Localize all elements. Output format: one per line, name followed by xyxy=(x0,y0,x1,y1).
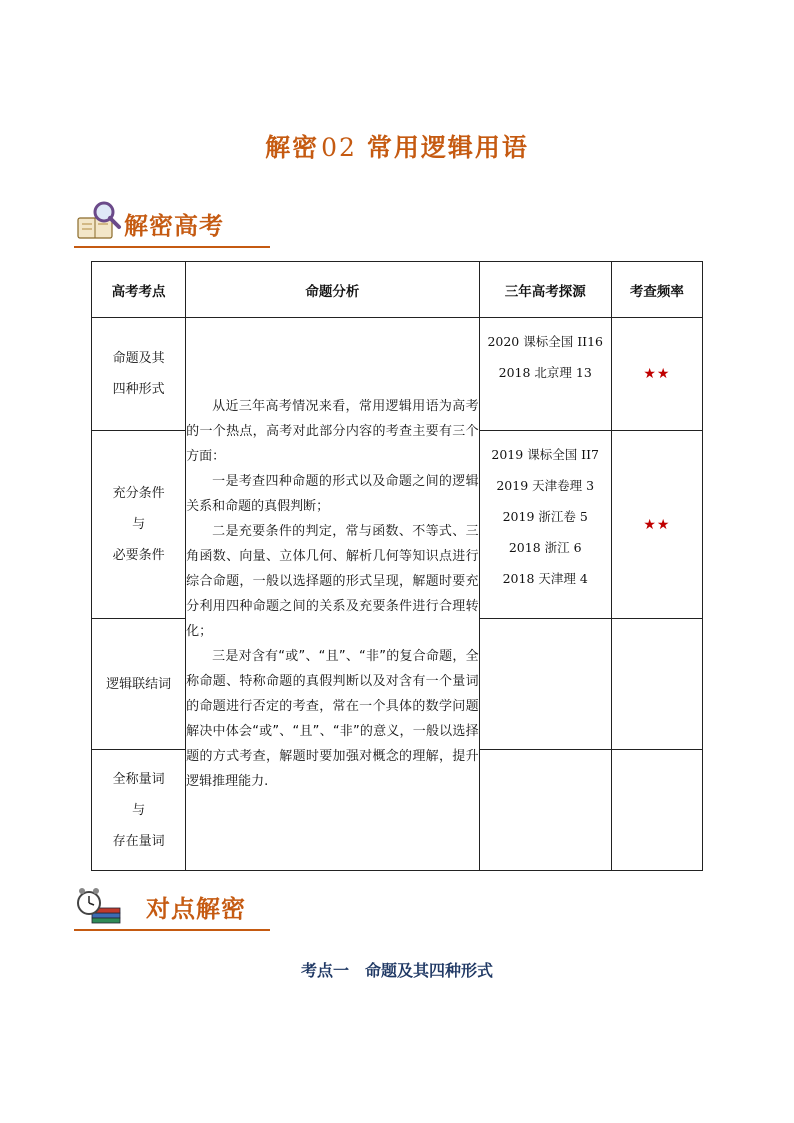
section-divider xyxy=(74,929,270,931)
analysis-paragraph: 三是对含有“或”、“且”、“非”的复合命题，全称命题、特称命题的真假判断以及对含有一个量词的命题进行否定的考查，常在一个具体的数学问题解决中体会“或”、“且”、“非”的意义，一般以选择题的方式考查，解题时要加强对概念的理解，提升逻辑推理能力. xyxy=(186,649,479,789)
header-topic: 高考考点 xyxy=(92,262,186,318)
sources-cell xyxy=(479,619,611,750)
section-header-points xyxy=(74,883,274,935)
section-label: 解密高考 xyxy=(124,212,224,240)
topic-cell: 全称量词 与 存在量词 xyxy=(92,750,186,871)
topic-cell: 逻辑联结词 xyxy=(92,619,186,750)
sources-cell xyxy=(479,750,611,871)
frequency-stars xyxy=(611,750,702,871)
analysis-paragraph: 从近三年高考情况来看，常用逻辑用语为高考的一个热点，高考对此部分内容的考查主要有三个方面： xyxy=(186,399,479,464)
section-header-exam xyxy=(74,200,274,252)
sources-cell: 2020 课标全国 II16 2018 北京理 13 xyxy=(479,318,611,431)
title-prefix: 解密 xyxy=(265,133,320,162)
header-frequency: 考查频率 xyxy=(611,262,702,318)
exam-analysis-table xyxy=(91,261,703,871)
table-header-row xyxy=(92,262,703,318)
header-sources: 三年高考探源 xyxy=(479,262,611,318)
page-title xyxy=(0,128,794,164)
topic-cell: 充分条件 与 必要条件 xyxy=(92,431,186,619)
magnifier-book-icon xyxy=(74,200,122,244)
frequency-stars xyxy=(611,619,702,750)
sources-cell: 2019 课标全国 II7 2019 天津卷理 3 2019 浙江卷 5 2018 浙江 6 2018 天津理 4 xyxy=(479,431,611,619)
section-divider xyxy=(74,246,270,248)
clock-books-icon xyxy=(74,883,122,927)
analysis-paragraph: 一是考查四种命题的形式以及命题之间的逻辑关系和命题的真假判断； xyxy=(186,474,479,514)
table-row xyxy=(92,318,703,431)
analysis-paragraph: 二是充要条件的判定，常与函数、不等式、三角函数、向量、立体几何、解析几何等知识点进行综合命题，一般以选择题的形式呈现，解题时要充分利用四种命题之间的关系及充要条件进行合理转化； xyxy=(186,524,479,639)
section-label: 对点解密 xyxy=(146,895,246,923)
title-number: 02 xyxy=(321,133,357,162)
header-analysis: 命题分析 xyxy=(186,262,479,318)
analysis-cell xyxy=(186,318,479,871)
topic-cell: 命题及其 四种形式 xyxy=(92,318,186,431)
point-heading: 考点一 命题及其四种形式 xyxy=(300,961,493,980)
frequency-stars: ★★ xyxy=(611,318,702,431)
frequency-stars: ★★ xyxy=(611,431,702,619)
title-topic: 常用逻辑用语 xyxy=(366,133,529,162)
